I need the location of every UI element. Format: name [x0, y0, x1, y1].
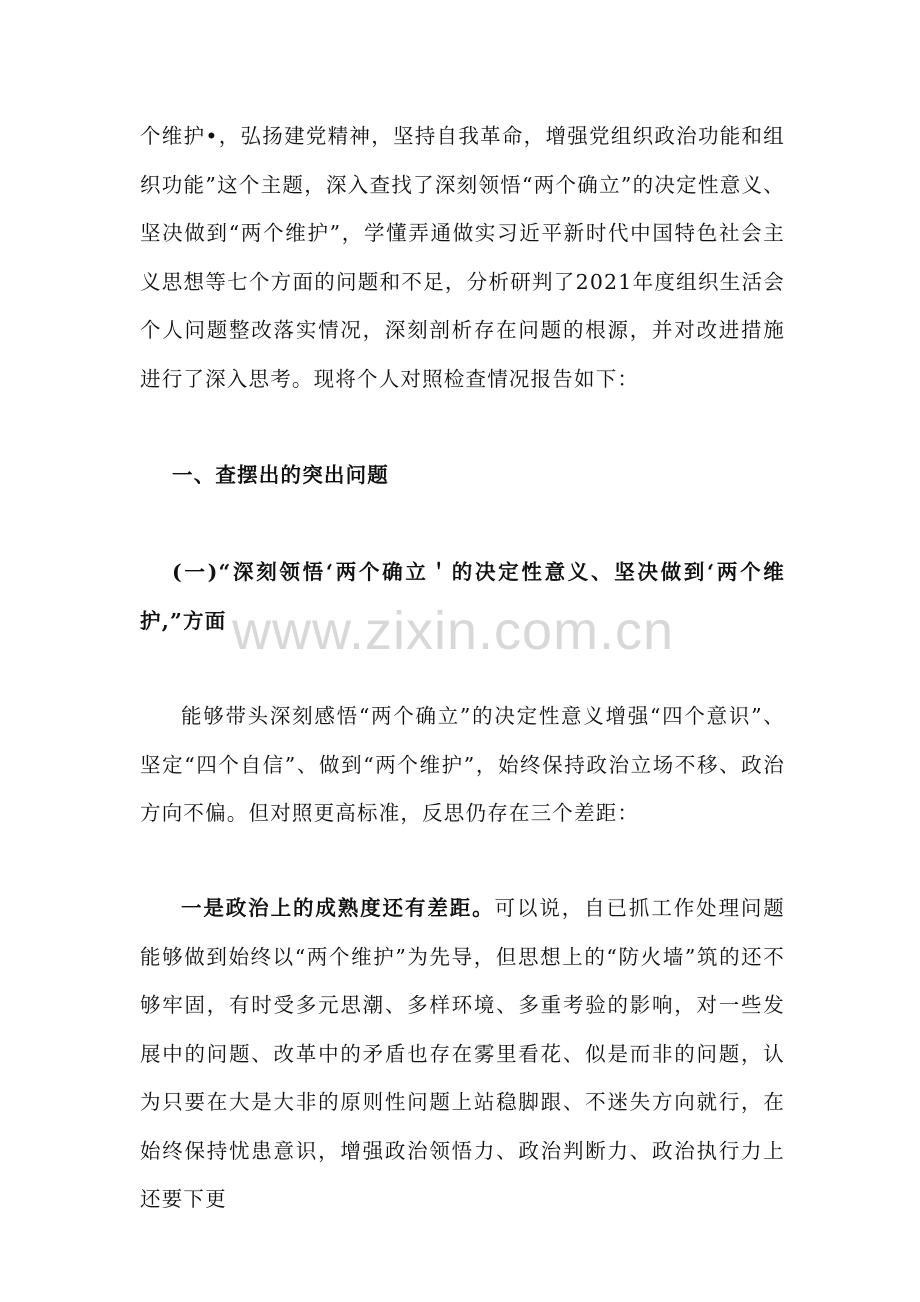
gap-paragraph: [140, 884, 785, 1224]
gap-lead-text: 一是政治上的成熟度还有差距。: [181, 896, 495, 920]
intro-paragraph: 个维护•，弘扬建党精神，坚持自我革命，增强党组织政治功能和组织功能”这个主题，深入查找了深刻领悟“两个确立”的决定性意义、坚决做到“两个维护”，学懂弄通做实习近平新时代中国特色社会主义思想等七个方面的问题和不足，分析研判了2021年度组织生活会个人问题整改落实情况，深刻剖析存在问题的根源，并对改进措施进行了深入思考。现将个人对照检查情况报告如下：: [140, 124, 785, 391]
gap-body-text: 可以说，自已抓工作处理问题能够做到始终以“两个维护”为先导，但思想上的“防火墙”筑的还不够牢固，有时受多元思潮、多样环境、多重考验的影响，对一些发展中的问题、改革中的矛盾也存在雾里看花、似是而非的问题，认为只要在大是大非的原则性问题上站稳脚跟、不迷失方向就行，在始终保持忧患意识，增强政治领悟力、政治判断力、政治执行力上还要下更: [140, 896, 785, 1211]
body-paragraph: 能够带头深刻感悟“两个确立”的决定性意义增强“四个意识”、坚定“四个自信”、做到“两个维护”，始终保持政治立场不移、政治方向不偏。但对照更高标准，反思仍存在三个差距：: [140, 704, 785, 825]
subsection-heading: (一)“深刻领悟‘两个确立＇的决定性意义、坚决做到‘两个维护,”方面: [140, 560, 785, 633]
watermark: www.zixin.com.cn: [232, 601, 675, 661]
section-heading: 一、查摆出的突出问题: [172, 463, 389, 487]
